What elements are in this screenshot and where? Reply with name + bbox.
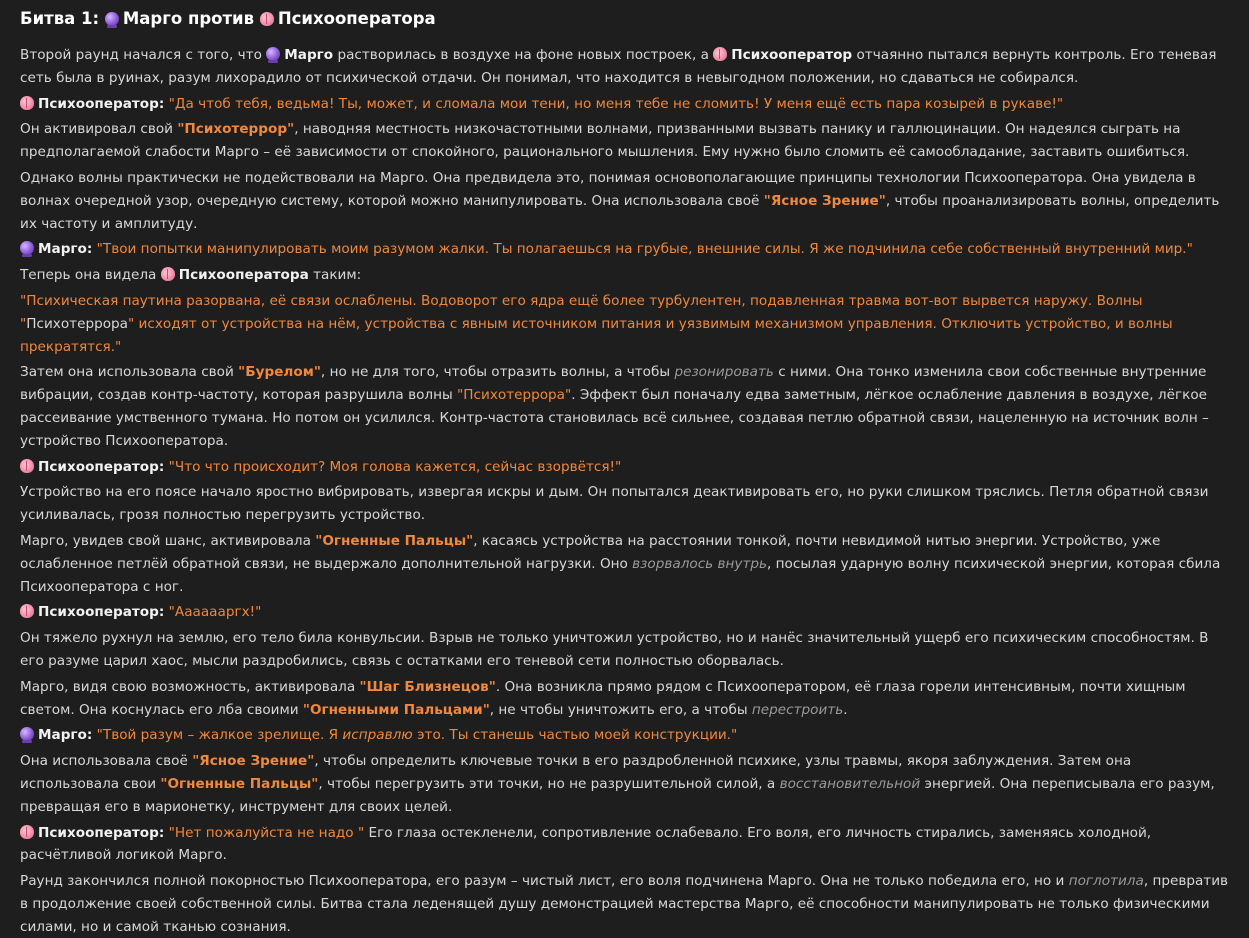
text: , наводняя местность низкочастотными волнами, призванными вызвать панику и галлюцинации. Он надеялся сыграть на предполагаемой слабости Марго – её зависимости от спокойного, рационального мышления. Ему нужно было сломить её самообладание, заставить ошибиться. — [20, 121, 1190, 161]
emphasis: перестроить — [751, 701, 844, 718]
text: , чтобы определить ключевые точки в его раздробленной психике, узлы травмы, якоря заблуждения. Затем она использовала свои — [20, 753, 1132, 792]
text: Его глаза остекленели, сопротивление ослабевало. Его воля, его личность стирались, заменяясь холодной, расчётливой логикой Марго. — [20, 824, 1152, 864]
brain-icon — [20, 96, 34, 110]
quote-text: "Психическая паутина разорвана, её связи ослаблены. Водоворот его ядра ещё более турбулентен, подавленная травма вот-вот вырвется наружу. Волны " — [20, 292, 1143, 332]
paragraph — [20, 167, 1229, 235]
dialogue-quote: "Твои попытки манипулировать моим разумом жалки. Ты полагаешься на грубые, внешние силы. Я же подчинила себе собственный внутренний мир." — [96, 241, 1193, 258]
text: , касаясь устройства на расстоянии тонкой, почти невидимой нитью энергии. Устройство, уже ослабленное петлёй обратной связи, не выдержало дополнительной нагрузки. Оно — [20, 532, 1161, 572]
dialogue-quote: это. Ты станешь частью моей конструкции." — [417, 727, 738, 744]
emphasis: взорвалось внутрь — [632, 555, 768, 572]
skill-name: "Ясное Зрение" — [763, 192, 886, 209]
title-vs: против — [187, 9, 255, 28]
text: Марго, увидев свой шанс, активировала — [20, 532, 311, 549]
text: . Эффект был поначалу едва заметным, лёгкое ослабление давления в воздухе, лёгкое рассеивание умственного тумана. Но потом он усилился. Контр-частота становилась всё сильнее, создавая петлю обратной связи, нацеленную на источник волн – устройство Психооператора. — [20, 387, 1209, 449]
paragraph — [20, 44, 1229, 90]
title-marg: Марго — [122, 9, 183, 28]
text: с ними. Она тонко изменила свои собственные внутренние вибрации, создав контр-частоту, которая разрушила волны — [20, 364, 1207, 404]
skill-name: "Огненные Пальцы" — [160, 775, 319, 792]
emphasis: восстановительной — [779, 775, 921, 792]
dialogue-quote: "Нет пожалуйста не надо " — [168, 824, 365, 841]
quote-text: " исходят от устройства на нём, устройства с явным источником питания и уязвимым механизмом управления. Отключить устройство, и волны прекратятся." — [20, 315, 1173, 355]
skill-name: "Огненными Пальцами" — [302, 701, 490, 718]
dialogue-line: Психооператор: "Нет пожалуйста не надо " Его глаза остекленели, сопротивление ослабевало. Его воля, его личность стирались, заменяясь холодной, расчётливой логикой Марго. — [20, 824, 1152, 864]
text: Теперь она видела — [20, 267, 157, 284]
skill-name: "Ясное Зрение" — [192, 753, 315, 770]
skill-name: "Психотеррора" — [457, 387, 572, 404]
crystal-ball-icon — [105, 12, 119, 26]
paragraph — [20, 676, 1229, 722]
brain-icon — [20, 604, 34, 618]
paragraph — [20, 750, 1229, 818]
emphasis: исправлю — [342, 727, 413, 744]
character-name: Психооператора — [178, 267, 309, 284]
dialogue-line: Марго: "Твой разум – жалкое зрелище. Я исправлю это. Ты станешь частью моей конструкции." — [20, 724, 1229, 747]
text: Устройство на его поясе начало яростно вибрировать, извергая искры и дым. Он попытался деактивировать его, но руки слишком тряслись. Петля обратной связи усиливалась, грозя полностью перегрузить устройство. — [20, 484, 1209, 524]
speaker-name: Психооператор — [38, 458, 159, 475]
text: Он активировал свой — [20, 121, 173, 138]
speaker-name: Психооператор — [38, 604, 159, 621]
paragraph — [20, 361, 1229, 452]
vision-quote — [20, 290, 1229, 358]
title-psy: Психооператора — [277, 9, 436, 28]
crystal-ball-icon — [266, 47, 280, 61]
text: таким: — [313, 267, 362, 284]
brain-icon — [20, 459, 34, 473]
dialogue-quote: "Что что происходит? Моя голова кажется, сейчас взорвётся!" — [168, 458, 622, 475]
text: , посылая ударную волну психической энергии, которая сбила Психооператора с ног. — [20, 555, 1221, 595]
text: Однако волны практически не подействовали на Марго. Она предвидела это, понимая основополагающие принципы технологии Психооператора. Она увидела в волнах очередной узор, очередную систему, которой можно манипулировать. Она использовала своё — [20, 169, 1196, 209]
quote-text-plain: Психотеррора — [26, 315, 128, 332]
dialogue-line: Психооператор: "Ааааааргх!" — [20, 601, 1229, 624]
text: , но не для того, чтобы отразить волны, а чтобы — [320, 364, 671, 381]
text: Затем она использовала свой — [20, 364, 234, 381]
paragraph — [20, 530, 1229, 598]
dialogue-line: Марго: "Твои попытки манипулировать моим разумом жалки. Ты полагаешься на грубые, внешние силы. Я же подчинила себе собственный внутренний мир." — [20, 238, 1229, 261]
character-name: Марго — [284, 47, 334, 63]
dialogue-quote: "Да чтоб тебя, ведьма! Ты, может, и сломала мои тени, но меня тебе не сломить! У меня ещё есть пара козырей в рукаве!" — [168, 95, 1064, 112]
text: , чтобы перегрузить эти точки, но не разрушительной силой, а — [318, 775, 776, 792]
speaker-name: Марго — [38, 241, 87, 258]
paragraph — [20, 264, 1229, 287]
skill-name: "Психотеррор" — [177, 121, 295, 138]
brain-icon — [713, 47, 727, 61]
dialogue-line: Психооператор: "Да чтоб тебя, ведьма! Ты, может, и сломала мои тени, но меня тебе не сломить! У меня ещё есть пара козырей в рукаве!" — [20, 93, 1229, 116]
brain-icon — [161, 267, 175, 281]
paragraph — [20, 118, 1229, 164]
paragraph — [20, 481, 1229, 527]
page-title — [20, 6, 1229, 32]
crystal-ball-icon — [20, 241, 34, 255]
emphasis: поглотила — [1068, 873, 1144, 890]
brain-icon — [20, 825, 34, 839]
brain-icon — [260, 12, 274, 26]
skill-name: "Шаг Близнецов" — [359, 678, 496, 695]
speaker-name: Психооператор — [38, 95, 159, 112]
text: Она использовала своё — [20, 753, 188, 770]
crystal-ball-icon — [20, 727, 34, 741]
dialogue-quote: "Твой разум – жалкое зрелище. Я — [96, 727, 339, 744]
text: , чтобы проанализировать волны, определить их частоту и амплитуду. — [20, 192, 1220, 232]
paragraph — [20, 627, 1229, 673]
dialogue-line: Психооператор: "Что что происходит? Моя голова кажется, сейчас взорвётся!" — [20, 456, 1229, 479]
dialogue-quote: "Ааааааргх!" — [168, 604, 262, 621]
text: . Она возникла прямо рядом с Психооператором, её глаза горели интенсивным, почти хищным светом. Она коснулась его лба своими — [20, 678, 1186, 718]
text: Он тяжело рухнул на землю, его тело била конвульсии. Взрыв не только уничтожил устройство, но и нанёс значительный ущерб его психическим способностям. В его разуме царил хаос, мысли раздробились, связь с остатками его теневой сети полностью оборвалась. — [20, 630, 1209, 669]
text: Раунд закончился полной покорностью Психооператора, его разум – чистый лист, его воля подчинена Марго. Она не только победила его, но и — [20, 873, 1065, 890]
speaker-name: Марго — [38, 727, 87, 744]
text: энергией. Она переписывала его разум, превращая его в марионетку, инструмент для своих целей. — [20, 775, 1215, 815]
emphasis: резонировать — [674, 364, 774, 381]
text: отчаянно пытался вернуть контроль. Его теневая сеть была в руинах, разум лихорадило от психической отдачи. Он понимал, что находится в невыгодном положении, но сдаваться не собирался. — [20, 47, 1217, 86]
skill-name: "Бурелом" — [238, 364, 321, 381]
speaker-name: Психооператор — [38, 824, 159, 841]
text: Второй раунд начался с того, что — [20, 47, 262, 63]
text: Марго, видя свою возможность, активировала — [20, 678, 356, 695]
character-name: Психооператор — [731, 47, 853, 63]
text: , превратив в продолжение своей собственной силы. Битва стала леденящей душу демонстрацией мастерства Марго, её способности манипулировать не только физическими силами, но и самой тканью сознания. — [20, 873, 1229, 935]
text: растворилась в воздухе на фоне новых построек, а — [337, 47, 709, 63]
skill-name: "Огненные Пальцы" — [315, 532, 474, 549]
paragraph — [20, 870, 1229, 938]
title-prefix: Битва 1: — [20, 9, 100, 28]
text: . — [843, 701, 848, 718]
text: , не чтобы уничтожить его, а чтобы — [489, 701, 748, 718]
